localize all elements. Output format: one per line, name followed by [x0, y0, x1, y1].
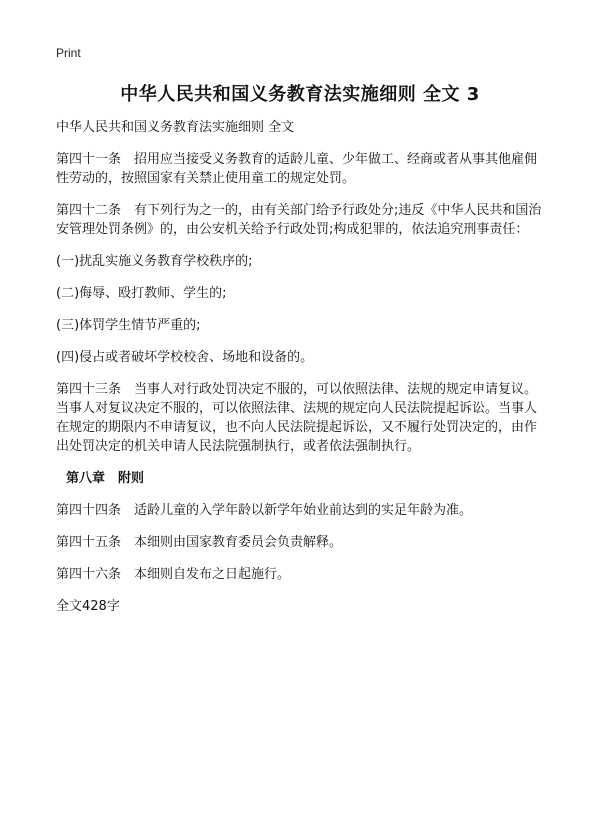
page-title: 中华人民共和国义务教育法实施细则 全文 3	[120, 84, 480, 105]
article-41: 第四十一条 招用应当接受义务教育的适龄儿童、少年做工、经商或者从事其他雇佣性劳动的，按照国家有关禁止使用童工的规定处罚。	[56, 152, 538, 186]
article-46: 第四十六条 本细则自发布之日起施行。	[56, 567, 291, 582]
list-item-4: (四)侵占或者破坏学校校舍、场地和设备的。	[56, 350, 314, 365]
list-item-1: (一)扰乱实施义务教育学校秩序的;	[56, 254, 253, 269]
article-45: 第四十五条 本细则由国家教育委员会负责解释。	[56, 535, 343, 550]
article-44: 第四十四条 适龄儿童的入学年龄以新学年始业前达到的实足年龄为准。	[56, 503, 473, 518]
document-body	[56, 118, 548, 629]
print-label: Print	[56, 46, 81, 60]
list-item-2: (二)侮辱、殴打教师、学生的;	[56, 286, 227, 301]
chapter-heading: 第八章 附则	[66, 471, 145, 486]
article-42: 第四十二条 有下列行为之一的，由有关部门给予行政处分;违反《中华人民共和国治安管理处罚条例》的，由公安机关给予行政处罚;构成犯罪的，依法追究刑事责任：	[56, 203, 542, 237]
article-43: 第四十三条 当事人对行政处罚决定不服的，可以依照法律、法规的规定申请复议。当事人对复议决定不服的，可以依照法律、法规的规定向人民法院提起诉讼。当事人在规定的期限内不申请复议，也不向人民法院提起诉讼，又不履行处罚决定的，由作出处罚决定的机关申请人民法院强制执行，或者依法强制执行。	[56, 382, 538, 454]
word-count: 全文428字	[56, 599, 120, 614]
document-subtitle: 中华人民共和国义务教育法实施细则 全文	[56, 120, 295, 135]
list-item-3: (三)体罚学生情节严重的;	[56, 318, 201, 333]
